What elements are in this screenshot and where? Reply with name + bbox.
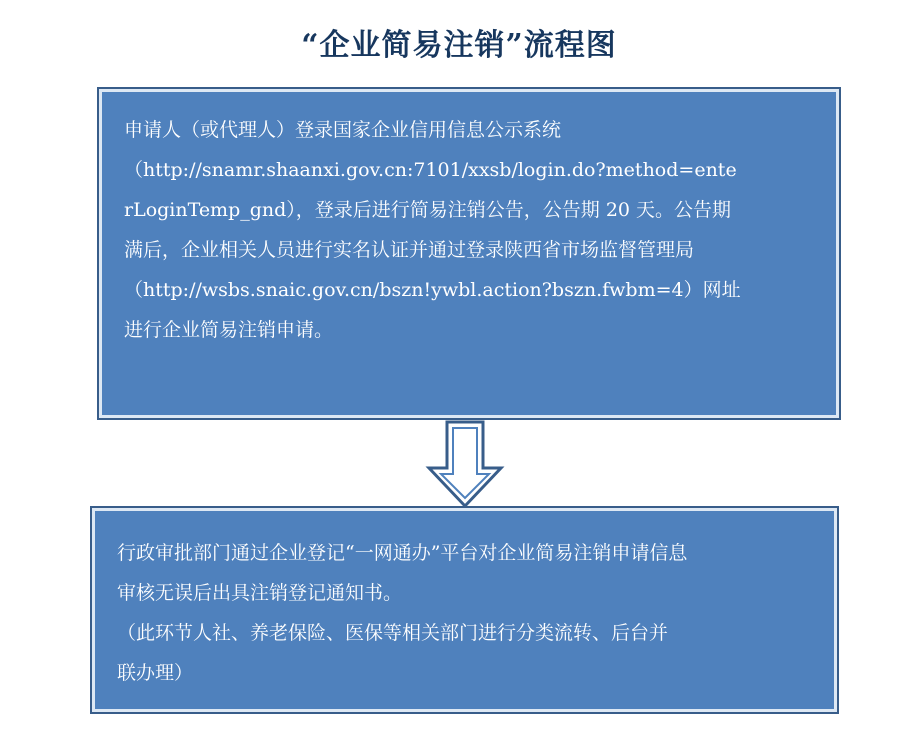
step1-line-4: 满后，企业相关人员进行实名认证并通过登录陕西省市场监督管理局 [124,239,695,261]
step2-line-4: 联办理） [117,662,194,684]
step1-line-6: 进行企业简易注销申请。 [124,319,334,341]
step2-line-1: 行政审批部门通过企业登记“一网通办”平台对企业简易注销申请信息 [117,542,688,564]
step1-line-2: （http://snamr.shaanxi.gov.cn:7101/xxsb/login.do?method=ente [124,159,737,181]
step1-line-3: rLoginTemp_gnd），登录后进行简易注销公告，公告期 20 天。公告期 [124,199,732,221]
step2-line-2: 审核无误后出具注销登记通知书。 [117,582,403,604]
down-arrow-icon [425,420,505,510]
page-title: “企业简易注销”流程图 [301,28,617,63]
step1-line-5: （http://wsbs.snaic.gov.cn/bszn!ywbl.action?bszn.fwbm=4）网址 [124,279,741,301]
step1-line-1: 申请人（或代理人）登录国家企业信用信息公示系统 [124,119,562,141]
flow-step-1-box [99,89,839,418]
flow-step-2-box [92,508,837,712]
step2-line-3: （此环节人社、养老保险、医保等相关部门进行分类流转、后台并 [117,622,669,644]
